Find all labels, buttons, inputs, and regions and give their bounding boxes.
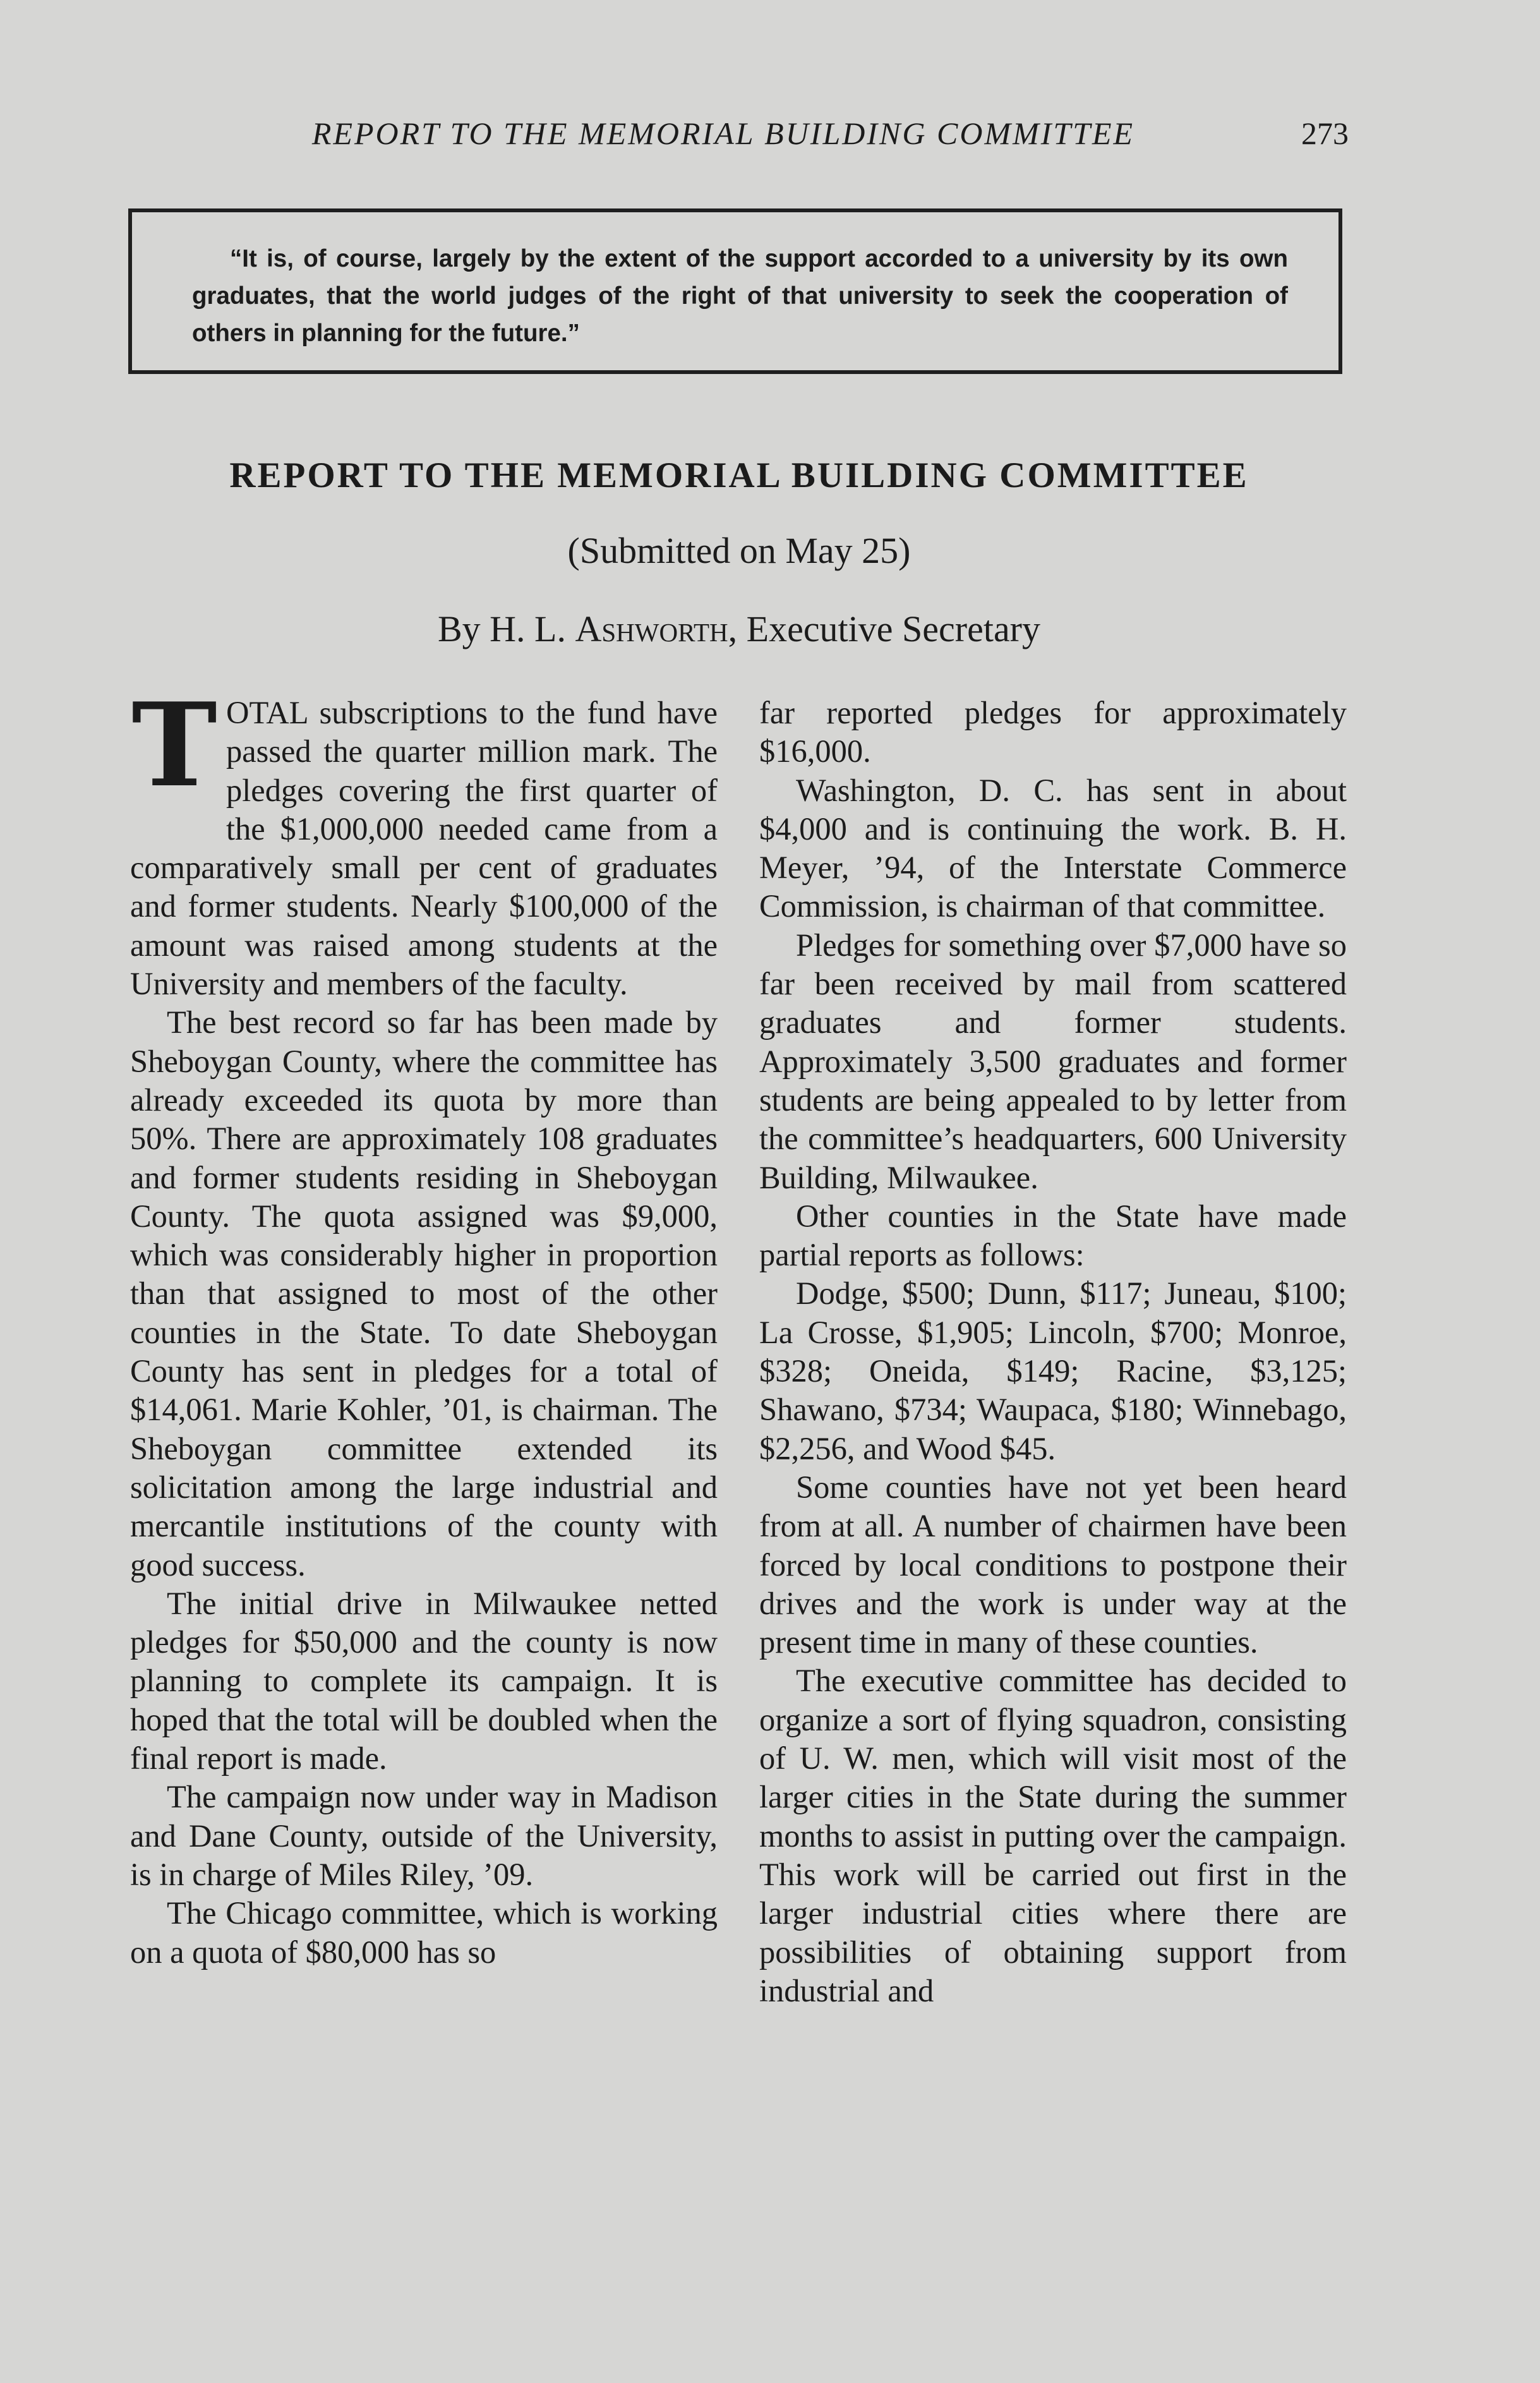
paragraph: Other counties in the State have made partial reports as follows: xyxy=(759,1198,1347,1273)
pull-quote-box xyxy=(128,208,1342,374)
continued-paragraph: far reported pledges for approximately $16,000. xyxy=(759,695,1347,769)
lead-paragraph-text: OTAL subscriptions to the fund have passed the quarter million mark. The pledges covering the first quarter of the $1,000,000 needed came from a comparatively small per cent of graduates and former students. Nearly $100,000 of the amount was raised among students at the University and members of the faculty. xyxy=(130,695,718,1002)
byline-author-name: Ashworth xyxy=(575,608,728,649)
paragraph: Washington, D. C. has sent in about $4,000 and is continuing the work. B. H. Meyer, ’94, of the Interstate Commerce Commission, is chairman of that committee. xyxy=(759,772,1347,924)
byline-suffix: , Executive Secretary xyxy=(728,608,1040,649)
paragraph: The initial drive in Milwaukee netted pledges for $50,000 and the county is now planning to complete its campaign. It is hoped that the total will be doubled when the final report is made. xyxy=(130,1585,718,1777)
county-list-paragraph: Dodge, $500; Dunn, $117; Juneau, $100; La Crosse, $1,905; Lincoln, $700; Monroe, $328; Oneida, $149; Racine, $3,125; Shawano, $734; Waupaca, $180; Winnebago, $2,256, and Wood $45. xyxy=(759,1276,1347,1466)
drop-cap: T xyxy=(131,677,217,812)
right-column xyxy=(759,694,1347,2010)
running-head-title: REPORT TO THE MEMORIAL BUILDING COMMITTEE xyxy=(311,116,1135,151)
pull-quote-text: “It is, of course, largely by the extent of the support accorded to a university by its own graduates, that the world judges of the right of that university to seek the cooperation of others in planning for the future.” xyxy=(192,245,1288,347)
paragraph: The Chicago committee, which is working on a quota of $80,000 has so xyxy=(130,1895,718,1970)
byline xyxy=(0,608,1478,650)
article-subtitle: (Submitted on May 25) xyxy=(567,530,911,571)
paragraph: Pledges for something over $7,000 have so far been received by mail from scattered graduates and former students. Approximately 3,500 graduates and former students are being appealed to by letter from the committee’s headquarters, 600 University Building, Milwaukee. xyxy=(759,927,1347,1195)
paragraph: The executive committee has decided to organize a sort of flying squadron, consisting of U. W. men, which will visit most of the larger cities in the State during the summer months to assist in putting over the campaign. This work will be carried out first in the larger industrial cities where there are possibilities of obtaining support from industrial and xyxy=(759,1663,1347,2008)
paragraph: The best record so far has been made by Sheboygan County, where the committee has already exceeded its quota by more than 50%. There are approximately 108 graduates and former students residing in Sheboygan County. The quota assigned was $9,000, which was considerably higher in proportion than that assigned to most of the other counties in the State. To date Sheboygan County has sent in pledges for a total of $14,061. Marie Kohler, ’01, is chairman. The Sheboygan committee extended its solicitation among the large industrial and mercantile institutions of the county with good success. xyxy=(130,1004,718,1583)
page-number: 273 xyxy=(1301,116,1349,151)
left-column xyxy=(130,677,718,1972)
lead-paragraph xyxy=(130,677,718,1003)
article-title: REPORT TO THE MEMORIAL BUILDING COMMITTEE xyxy=(229,455,1249,495)
paragraph: Some counties have not yet been heard from at all. A number of chairmen have been forced by local conditions to postpone their drives and the work is under way at the present time in many of these counties. xyxy=(759,1469,1347,1660)
byline-prefix: By H. L. xyxy=(437,608,566,649)
paragraph: The campaign now under way in Madison and Dane County, outside of the University, is in charge of Miles Riley, ’09. xyxy=(130,1779,718,1892)
